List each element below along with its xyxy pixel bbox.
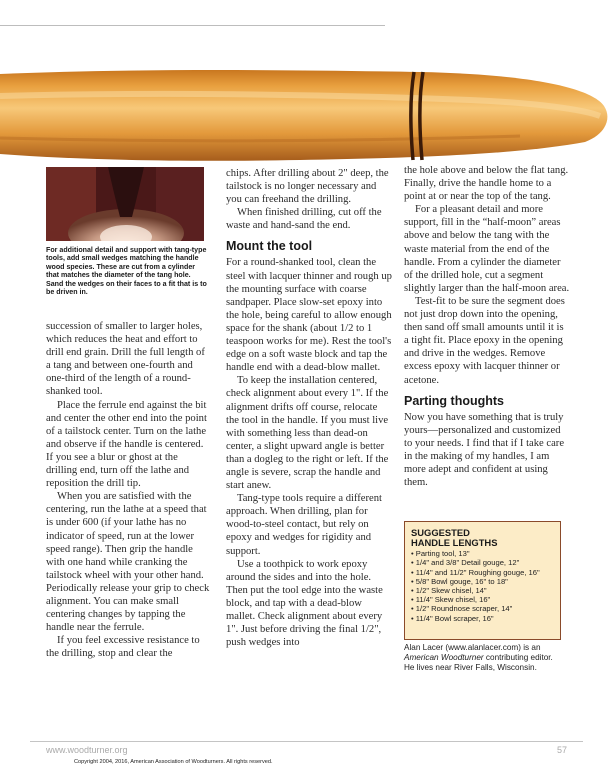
paragraph: chips. After drilling about 2" deep, the tailstock is no longer necessary and you can freehand the drilling. bbox=[226, 168, 389, 206]
list-item: • 1/4" and 3/8" Detail gouge, 12" bbox=[411, 558, 520, 568]
author-bio bbox=[404, 643, 564, 673]
list-item: • 11/4" Bowl scraper, 16" bbox=[411, 613, 494, 623]
paragraph: When you are satisfied with the centering, run the lathe at a speed that is under 600 (if your lathe has no indicator of speed, run at the lower speed range). Then grip the handle with one hand while cranking the tailstock wheel with your other hand. Periodically release your grip to check alignment. You can make small centering changes by tapping the handle near the ferrule. bbox=[46, 491, 210, 634]
paragraph: If you feel excessive resistance to the drilling, stop and clear the bbox=[46, 635, 200, 660]
fraction: 1/2 bbox=[339, 322, 354, 334]
paragraph: Place the ferrule end against the bit and center the other end into the point of a tailstock center. Turn on the lathe and observe if the handle is centered. If you see a blur or ghost at the drilling end, turn off the lathe and reposition the drill tip. bbox=[46, 399, 207, 490]
list-item: • 1/2" Roundnose scraper, 14" bbox=[411, 604, 513, 614]
bio-text-b: contributing editor. He lives near River Falls, Wisconsin. bbox=[404, 652, 553, 672]
mount-text-b: to 1 teaspoon works for me). Rest the tool's edge on a soft waste block and tap the handle end with a dead-blow mallet. bbox=[226, 322, 392, 374]
list-item: • 11/4" and 11/2" Roughing gouge, 16" bbox=[411, 567, 540, 577]
footer-url: www.woodturner.org bbox=[46, 745, 128, 755]
wedge-detail-photo bbox=[46, 167, 204, 241]
tool-handle-photo bbox=[0, 56, 612, 166]
sidebar-title-line: HANDLE LENGTHS bbox=[411, 536, 498, 548]
paragraph: To keep the installation centered, check alignment about every 1". If the alignment drifts off course, relocate the tool in the handle. If you must live with something less than dead-on center, a slight upward angle is better than a dogleg to the right or left. If the angle is severe, scrap the handle and start anew. bbox=[226, 375, 389, 492]
photo-caption: For additional detail and support with tang-type tools, add small wedges matching the handle wood species. These are cut from a cylinder that matches the diameter of the tang hole. Sand the wedges on their faces to a fit that is to be driven in. bbox=[46, 246, 207, 297]
column-2 bbox=[226, 167, 392, 649]
handle-lengths-sidebar bbox=[404, 521, 561, 640]
mount-text-a: For a round-shanked tool, clean the steel with lacquer thinner and rough up the mounting surface with coarse sandpaper. Place slow-set epoxy into the hole, being careful to allow enough space for the shank (about bbox=[226, 257, 392, 334]
bio-text-a: Alan Lacer (www.alanlacer.com) is an bbox=[404, 643, 541, 652]
paragraph: succession of smaller to larger holes, which reduces the heat and effort to drill end grain. Drill the full length of a tang and between one-fourth and one-third of the length of a round-shanked tool. bbox=[46, 321, 205, 398]
paragraph: the hole above and below the flat tang. Finally, drive the handle home to a point at or near the top of the tang. bbox=[404, 165, 569, 203]
list-item: • Parting tool, 13" bbox=[411, 549, 470, 559]
paragraph: For a pleasant detail and more support, fill in the “half-moon” areas above and below the tang with the waste material from the end of the handle. From a cylinder the diameter of the drilled hole, cut a segment slightly larger than the half-moon area. bbox=[404, 204, 570, 294]
sidebar-title-line: SUGGESTED bbox=[411, 527, 470, 538]
handle-length-list bbox=[411, 549, 555, 623]
list-item: • 1/2" Skew chisel, 14" bbox=[411, 586, 487, 595]
top-rule bbox=[0, 25, 385, 26]
page-number: 57 bbox=[557, 745, 568, 755]
section-heading-parting: Parting thoughts bbox=[404, 393, 504, 408]
column-3 bbox=[404, 164, 570, 489]
section-heading-mount: Mount the tool bbox=[226, 239, 313, 254]
bottom-rule bbox=[30, 741, 583, 742]
column-1 bbox=[46, 320, 210, 660]
list-item: • 11/4" Skew chisel, 16" bbox=[411, 595, 491, 605]
paragraph: Test-fit to be sure the segment does not just drop down into the opening, then sand off small amounts until it is a tight fit. Place epoxy in the opening and drive in the wedges. Remove excess epoxy with lacquer thinner or acetone. bbox=[404, 295, 565, 386]
copyright-notice: Copyright 2004, 2016, American Association of Woodturners. All rights reserved. bbox=[74, 759, 273, 765]
paragraph: Now you have something that is truly yours—personalized and customized to your needs. I find that if I take care in the making of my handles, I am more adept and confident at using them. bbox=[404, 411, 565, 489]
list-item: • 5/8" Bowl gouge, 16" to 18" bbox=[411, 576, 508, 586]
paragraph: Tang-type tools require a different approach. When drilling, plan for wood-to-steel contact, but rely on epoxy and wedges for rigidity and support. bbox=[226, 493, 382, 557]
publication-name: American Woodturner bbox=[404, 652, 484, 662]
sidebar-title bbox=[411, 528, 555, 547]
paragraph: Use a toothpick to work epoxy around the sides and into the hole. Then put the tool edge into the waste block, and tap with a dead-blow mallet. Check alignment about every 1". Just before driving the final 1/2", push wedges into bbox=[226, 558, 383, 649]
paragraph bbox=[226, 256, 392, 374]
paragraph: When finished drilling, cut off the waste and hand-sand the end. bbox=[226, 207, 382, 232]
